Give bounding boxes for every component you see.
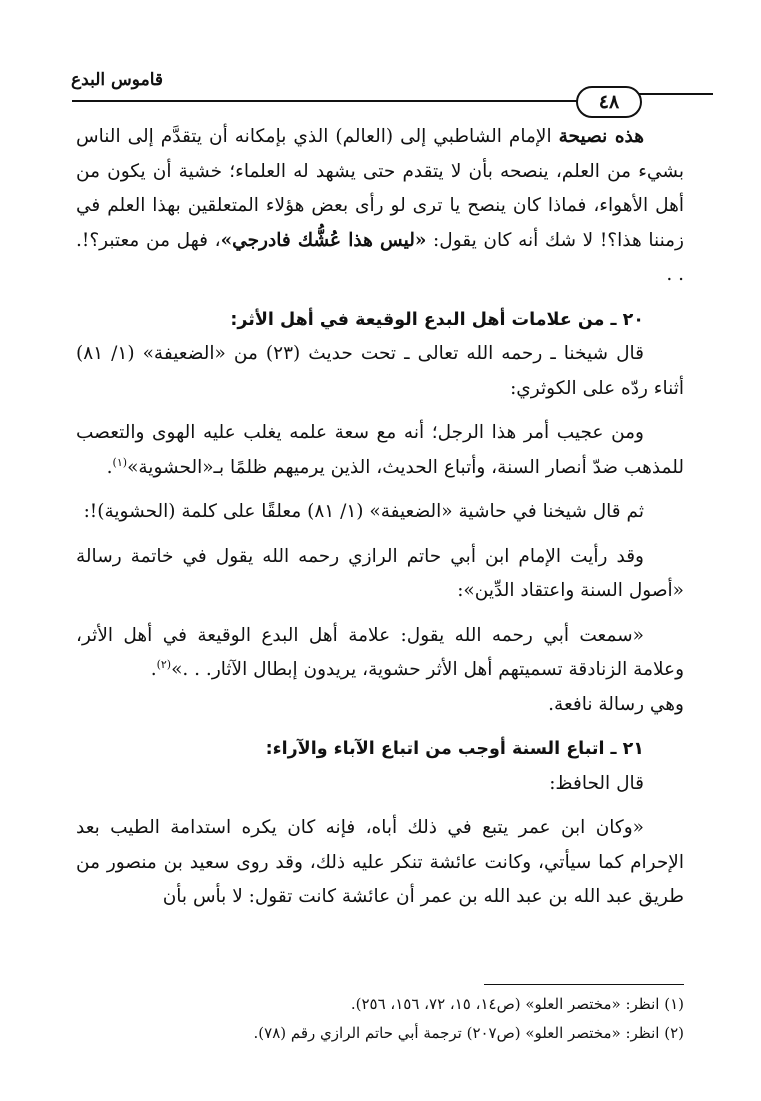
running-header-title: قاموس البدع — [71, 70, 163, 90]
paragraph: ثم قال شيخنا في حاشية «الضعيفة» (١/ ٨١) معلقًا على كلمة (الحشوية)!: — [83, 501, 644, 522]
paragraph: قال شيخنا ـ رحمه الله تعالى ـ تحت حديث (٢٣) من «الضعيفة» (١/ ٨١) أثناء ردّه على الكوثري: — [76, 343, 684, 399]
footnote: (١) انظر: «مختصر العلو» (ص١٤، ١٥، ٧٢، ١٥٦، ٢٥٦). — [350, 995, 684, 1013]
section-heading-21: ٢١ ـ اتباع السنة أوجب من اتباع الآباء والآراء: — [265, 739, 644, 759]
paragraph-end: . — [106, 456, 113, 478]
paragraph: قال الحافظ: — [549, 772, 644, 794]
section-heading-20: ٢٠ ـ من علامات أهل البدع الوقيعة في أهل الأثر: — [230, 309, 644, 330]
paragraph-end: . — [150, 659, 157, 680]
bold-quote: «ليس هذا عُشُّك فادرجي» — [220, 229, 427, 251]
footnote-separator — [484, 984, 684, 985]
paragraph-text: الإمام الشاطبي إلى (العالم) الذي بإمكانه أن يتقدَّم إلى الناس بشيء من العلم، ينصحه بأن لا يتقدم حتى يشهد له العلماء؛ خشية أن يكون من أهل الأهواء، فماذا كان ينصح يا ترى لو رأى بعض هؤلاء المتعلقين بهذا العلم في زمننا هذا؟! لا شك أنه كان يقول: — [76, 126, 684, 251]
lead-phrase: هذه نصيحة — [558, 126, 644, 147]
header-ornament-line — [638, 93, 713, 95]
footnote-ref: (٢) — [156, 657, 172, 671]
paragraph-tail: ، فهل من معتبر؟!. . . — [76, 229, 684, 285]
page-number: ٤٨ — [576, 86, 642, 118]
footnotes — [150, 990, 684, 1048]
footnote-ref: (١) — [112, 455, 128, 469]
quotation — [76, 619, 684, 688]
footnote: (٢) انظر: «مختصر العلو» (ص٢٠٧) ترجمة أبي حاتم الرازي رقم (٧٨). — [253, 1024, 684, 1042]
paragraph: وهي رسالة نافعة. — [548, 693, 684, 715]
paragraph — [76, 416, 684, 485]
paragraph-text: ومن عجيب أمر هذا الرجل؛ أنه مع سعة علمه يغلب عليه الهوى والتعصب للمذهب ضدّ أنصار السنة، وأتباع الحديث، الذين يرميهم ظلمًا بـ«الحشوية» — [76, 422, 684, 478]
main-text — [76, 120, 684, 915]
header-rule — [72, 100, 598, 102]
paragraph — [76, 120, 684, 293]
quotation: «وكان ابن عمر يتبع في ذلك أباه، فإنه كان يكره استدامة الطيب بعد الإحرام كما سيأتي، وكانت عائشة تنكر عليه ذلك، وقد روى سعيد بن منصور من طريق عبد الله بن عبد الله بن عمر أن عائشة كانت تقول: لا بأس بأن — [76, 817, 684, 907]
paragraph: وقد رأيت الإمام ابن أبي حاتم الرازي رحمه الله يقول في خاتمة رسالة «أصول السنة واعتقاد الدِّين»: — [76, 545, 684, 601]
quotation-text: «سمعت أبي رحمه الله يقول: علامة أهل البدع الوقيعة في أهل الأثر، وعلامة الزنادقة تسميتهم أهل الأثر حشوية، يريدون إبطال الآثار. . .» — [76, 624, 684, 680]
